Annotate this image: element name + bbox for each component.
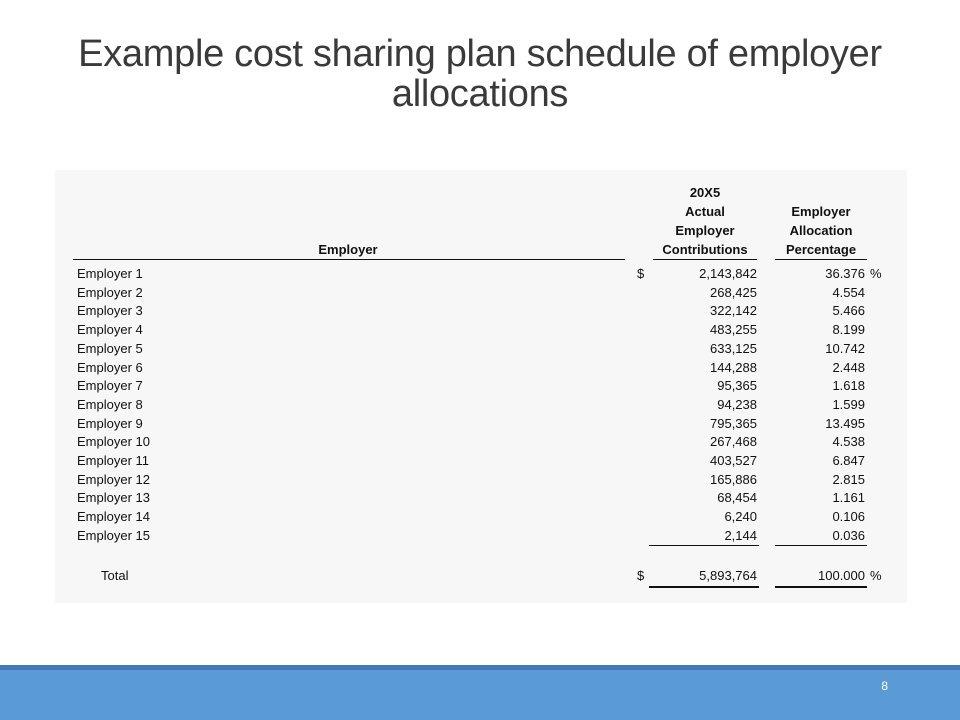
contribution-value: 483,255 [710, 322, 757, 338]
header-contributions [653, 183, 757, 259]
header-allocation-line: Employer [791, 204, 851, 219]
page-number: 8 [881, 679, 888, 693]
subtotal-rule-allocation [775, 545, 867, 546]
employer-name: Employer 7 [77, 378, 143, 394]
header-rule-allocation [775, 259, 867, 260]
slide-title: Example cost sharing plan schedule of employer allocations [78, 33, 882, 115]
allocation-value: 4.538 [832, 434, 865, 450]
header-contributions-line: Actual [685, 204, 725, 219]
total-double-rule-allocation [775, 586, 867, 588]
contribution-value: 95,365 [717, 378, 757, 394]
employer-name: Employer 10 [77, 434, 150, 450]
total-allocation: 100.000 [818, 568, 865, 583]
allocation-value: 13.495 [825, 415, 865, 431]
allocation-value: 2.448 [832, 359, 865, 375]
employer-name: Employer 1 [77, 266, 143, 281]
allocation-value: 5.466 [832, 303, 865, 319]
table-row [55, 359, 907, 377]
employer-name: Employer 11 [77, 453, 150, 468]
table-row [55, 265, 907, 283]
employer-name: Employer 3 [77, 303, 143, 319]
allocation-value: 2.815 [832, 471, 865, 487]
header-employer: Employer [318, 242, 378, 257]
contribution-value: 68,454 [717, 490, 757, 506]
employer-name: Employer 14 [77, 509, 150, 525]
dollar-sign: $ [637, 266, 645, 281]
table-row [55, 471, 907, 489]
employer-name: Employer 15 [77, 527, 150, 543]
contribution-value: 2,144 [724, 527, 757, 543]
total-contribution: 5,893,764 [699, 568, 757, 583]
table-row [55, 415, 907, 433]
header-contributions-line: Employer [675, 223, 735, 238]
employer-name: Employer 9 [77, 415, 143, 431]
contribution-value: 144,288 [710, 359, 757, 375]
employer-name: Employer 4 [77, 322, 143, 338]
contribution-value: 6,240 [724, 509, 757, 525]
percent-sign: % [870, 266, 882, 281]
allocation-value: 6.847 [832, 453, 865, 468]
footer-band [0, 665, 960, 720]
contribution-value: 94,238 [717, 396, 757, 412]
header-rule-contributions [653, 259, 757, 260]
header-rule-employer [73, 259, 625, 260]
table-row [55, 433, 907, 451]
allocation-value: 0.106 [832, 509, 865, 525]
table-row [55, 489, 907, 507]
header-allocation-line: Percentage [785, 242, 857, 257]
total-dollar-sign: $ [637, 568, 645, 583]
table-row [55, 377, 907, 395]
header-contributions-line: 20X5 [689, 185, 721, 200]
contribution-value: 2,143,842 [699, 266, 757, 281]
table-row [55, 508, 907, 526]
employer-name: Employer 2 [77, 284, 143, 300]
table-row [55, 321, 907, 339]
total-percent-sign: % [870, 568, 882, 583]
allocation-value: 10.742 [825, 340, 865, 356]
allocation-value: 1.599 [832, 396, 865, 412]
contribution-value: 267,468 [710, 434, 757, 450]
contribution-value: 268,425 [710, 284, 757, 300]
contribution-value: 322,142 [710, 303, 757, 319]
table-row [55, 527, 907, 545]
total-label: Total [101, 568, 129, 583]
allocation-value: 0.036 [832, 527, 865, 543]
contribution-value: 633,125 [710, 340, 757, 356]
allocation-value: 8.199 [832, 322, 865, 338]
allocation-value: 4.554 [832, 284, 865, 300]
table-row [55, 396, 907, 414]
contribution-value: 403,527 [710, 453, 757, 468]
subtotal-rule-contributions [649, 545, 759, 546]
employer-name: Employer 12 [77, 471, 150, 487]
employer-name: Employer 8 [77, 396, 143, 412]
footer-edge [0, 665, 960, 670]
header-allocation [775, 202, 867, 259]
header-allocation-line: Allocation [789, 223, 853, 238]
contribution-value: 165,886 [710, 471, 757, 487]
total-row [55, 567, 907, 585]
contribution-value: 795,365 [710, 415, 757, 431]
table-row [55, 340, 907, 358]
allocation-value: 1.618 [832, 378, 865, 394]
total-double-rule-contributions [649, 586, 759, 588]
table-row [55, 284, 907, 302]
header-contributions-line: Contributions [662, 242, 748, 257]
employer-name: Employer 5 [77, 340, 143, 356]
allocation-table [55, 170, 907, 603]
table-row [55, 302, 907, 320]
employer-name: Employer 13 [77, 490, 150, 506]
table-row [55, 452, 907, 470]
allocation-value: 36.376 [825, 266, 865, 281]
employer-name: Employer 6 [77, 359, 143, 375]
allocation-value: 1.161 [832, 490, 865, 506]
